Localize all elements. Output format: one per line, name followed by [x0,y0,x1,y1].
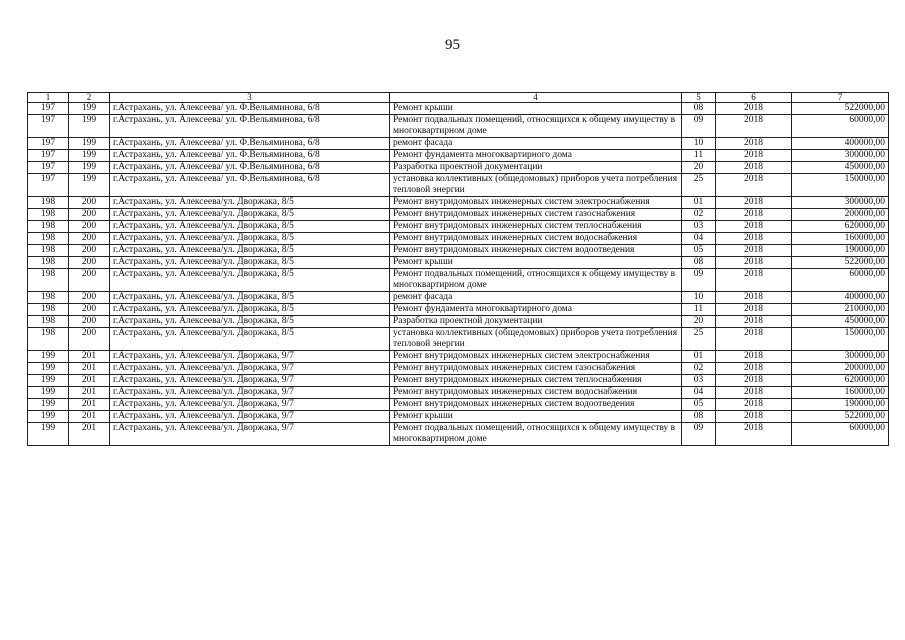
cost-cell: 300000,00 [792,197,889,209]
address-cell: г.Астрахань, ул. Алексеева/ул. Дворжака, 8/5 [110,304,390,316]
row-index-cell: 199 [28,411,69,423]
year-cell: 2018 [716,292,792,304]
work-code-cell: 01 [682,351,716,363]
work-type-cell: установка коллективных (общедомовых) приборов учета потребления тепловой энергии [390,174,682,197]
cost-cell: 450000,00 [792,162,889,174]
work-type-cell: Ремонт крыши [390,257,682,269]
cost-cell: 190000,00 [792,399,889,411]
work-type-cell: Ремонт фундамента многоквартирного дома [390,304,682,316]
work-type-cell: Ремонт внутридомовых инженерных систем водоотведения [390,245,682,257]
row-index-cell: 198 [28,197,69,209]
year-cell: 2018 [716,351,792,363]
address-cell: г.Астрахань, ул. Алексеева/ ул. Ф.Вельяминова, 6/8 [110,115,390,138]
cost-cell: 60000,00 [792,115,889,138]
cost-cell: 450000,00 [792,316,889,328]
work-code-cell: 09 [682,115,716,138]
table-row [28,304,889,316]
cost-cell: 522000,00 [792,257,889,269]
work-type-cell: Ремонт внутридомовых инженерных систем электроснабжения [390,197,682,209]
work-schedule-table [27,92,889,446]
year-cell: 2018 [716,423,792,446]
row-index-cell: 197 [28,138,69,150]
house-number-cell: 200 [69,316,110,328]
table-row [28,411,889,423]
year-cell: 2018 [716,150,792,162]
address-cell: г.Астрахань, ул. Алексеева/ул. Дворжака, 8/5 [110,221,390,233]
table-row [28,150,889,162]
row-index-cell: 198 [28,316,69,328]
house-number-cell: 200 [69,304,110,316]
address-cell: г.Астрахань, ул. Алексеева/ул. Дворжака, 9/7 [110,363,390,375]
house-number-cell: 200 [69,245,110,257]
work-code-cell: 03 [682,375,716,387]
table-row [28,115,889,138]
cost-cell: 200000,00 [792,209,889,221]
address-cell: г.Астрахань, ул. Алексеева/ул. Дворжака, 9/7 [110,423,390,446]
row-index-cell: 198 [28,233,69,245]
work-code-cell: 04 [682,233,716,245]
work-type-cell: ремонт фасада [390,138,682,150]
row-index-cell: 199 [28,351,69,363]
work-code-cell: 05 [682,245,716,257]
house-number-cell: 200 [69,209,110,221]
cost-cell: 300000,00 [792,351,889,363]
work-code-cell: 09 [682,423,716,446]
work-type-cell: Ремонт фундамента многоквартирного дома [390,150,682,162]
year-cell: 2018 [716,387,792,399]
table-row [28,197,889,209]
table-row [28,351,889,363]
house-number-cell: 200 [69,292,110,304]
row-index-cell: 197 [28,150,69,162]
table-row [28,138,889,150]
column-number-cell: 6 [716,93,792,103]
address-cell: г.Астрахань, ул. Алексеева/ул. Дворжака, 8/5 [110,292,390,304]
year-cell: 2018 [716,316,792,328]
work-code-cell: 08 [682,411,716,423]
work-type-cell: Ремонт внутридомовых инженерных систем газоснабжения [390,363,682,375]
cost-cell: 160000,00 [792,387,889,399]
address-cell: г.Астрахань, ул. Алексеева/ ул. Ф.Вельяминова, 6/8 [110,174,390,197]
work-code-cell: 11 [682,150,716,162]
cost-cell: 620000,00 [792,221,889,233]
column-number-cell: 7 [792,93,889,103]
work-code-cell: 03 [682,221,716,233]
work-type-cell: Ремонт внутридомовых инженерных систем теплоснабжения [390,221,682,233]
year-cell: 2018 [716,174,792,197]
cost-cell: 190000,00 [792,245,889,257]
column-number-row [28,93,889,103]
work-code-cell: 10 [682,138,716,150]
table-row [28,103,889,115]
cost-cell: 400000,00 [792,292,889,304]
table-row [28,233,889,245]
address-cell: г.Астрахань, ул. Алексеева/ул. Дворжака, 8/5 [110,328,390,351]
column-number-cell: 4 [390,93,682,103]
row-index-cell: 197 [28,103,69,115]
house-number-cell: 200 [69,328,110,351]
house-number-cell: 199 [69,162,110,174]
address-cell: г.Астрахань, ул. Алексеева/ул. Дворжака, 8/5 [110,269,390,292]
house-number-cell: 201 [69,399,110,411]
work-code-cell: 20 [682,162,716,174]
work-code-cell: 01 [682,197,716,209]
house-number-cell: 200 [69,197,110,209]
house-number-cell: 200 [69,269,110,292]
address-cell: г.Астрахань, ул. Алексеева/ул. Дворжака, 9/7 [110,387,390,399]
cost-cell: 160000,00 [792,233,889,245]
cost-cell: 522000,00 [792,103,889,115]
table-row [28,174,889,197]
table-row [28,375,889,387]
work-type-cell: Ремонт внутридомовых инженерных систем газоснабжения [390,209,682,221]
work-code-cell: 08 [682,257,716,269]
row-index-cell: 199 [28,363,69,375]
house-number-cell: 201 [69,375,110,387]
row-index-cell: 197 [28,115,69,138]
row-index-cell: 198 [28,292,69,304]
table-row [28,387,889,399]
house-number-cell: 199 [69,138,110,150]
address-cell: г.Астрахань, ул. Алексеева/ул. Дворжака, 9/7 [110,351,390,363]
house-number-cell: 200 [69,233,110,245]
row-index-cell: 199 [28,387,69,399]
house-number-cell: 199 [69,150,110,162]
address-cell: г.Астрахань, ул. Алексеева/ ул. Ф.Вельяминова, 6/8 [110,103,390,115]
work-type-cell: Ремонт подвальных помещений, относящихся к общему имуществу в многоквартирном доме [390,423,682,446]
work-code-cell: 09 [682,269,716,292]
work-type-cell: Ремонт внутридомовых инженерных систем теплоснабжения [390,375,682,387]
work-type-cell: Ремонт крыши [390,103,682,115]
work-type-cell: Разработка проектной документации [390,316,682,328]
address-cell: г.Астрахань, ул. Алексеева/ул. Дворжака, 8/5 [110,197,390,209]
work-code-cell: 20 [682,316,716,328]
address-cell: г.Астрахань, ул. Алексеева/ул. Дворжака, 9/7 [110,399,390,411]
table-row [28,257,889,269]
year-cell: 2018 [716,209,792,221]
address-cell: г.Астрахань, ул. Алексеева/ул. Дворжака, 9/7 [110,411,390,423]
year-cell: 2018 [716,162,792,174]
table-row [28,221,889,233]
work-type-cell: установка коллективных (общедомовых) приборов учета потребления тепловой энергии [390,328,682,351]
work-type-cell: Ремонт внутридомовых инженерных систем электроснабжения [390,351,682,363]
work-type-cell: Ремонт внутридомовых инженерных систем водоснабжения [390,233,682,245]
work-code-cell: 02 [682,209,716,221]
address-cell: г.Астрахань, ул. Алексеева/ул. Дворжака, 9/7 [110,375,390,387]
year-cell: 2018 [716,411,792,423]
work-type-cell: Разработка проектной документации [390,162,682,174]
table-row [28,316,889,328]
address-cell: г.Астрахань, ул. Алексеева/ул. Дворжака, 8/5 [110,245,390,257]
column-number-cell: 3 [110,93,390,103]
house-number-cell: 199 [69,115,110,138]
row-index-cell: 197 [28,174,69,197]
cost-cell: 60000,00 [792,423,889,446]
address-cell: г.Астрахань, ул. Алексеева/ул. Дворжака, 8/5 [110,316,390,328]
row-index-cell: 197 [28,162,69,174]
work-type-cell: Ремонт подвальных помещений, относящихся к общему имуществу в многоквартирном доме [390,269,682,292]
cost-cell: 522000,00 [792,411,889,423]
work-code-cell: 02 [682,363,716,375]
year-cell: 2018 [716,138,792,150]
year-cell: 2018 [716,363,792,375]
work-type-cell: Ремонт внутридомовых инженерных систем водоснабжения [390,387,682,399]
work-type-cell: Ремонт подвальных помещений, относящихся к общему имуществу в многоквартирном доме [390,115,682,138]
cost-cell: 620000,00 [792,375,889,387]
table-row [28,209,889,221]
work-code-cell: 04 [682,387,716,399]
work-code-cell: 25 [682,174,716,197]
table-body [28,93,889,446]
cost-cell: 210000,00 [792,304,889,316]
table-row [28,363,889,375]
year-cell: 2018 [716,221,792,233]
house-number-cell: 201 [69,363,110,375]
year-cell: 2018 [716,257,792,269]
table-row [28,399,889,411]
year-cell: 2018 [716,197,792,209]
year-cell: 2018 [716,269,792,292]
table-row [28,162,889,174]
work-code-cell: 11 [682,304,716,316]
table-row [28,292,889,304]
row-index-cell: 199 [28,423,69,446]
year-cell: 2018 [716,375,792,387]
year-cell: 2018 [716,328,792,351]
row-index-cell: 198 [28,328,69,351]
year-cell: 2018 [716,233,792,245]
table-row [28,245,889,257]
row-index-cell: 198 [28,257,69,269]
address-cell: г.Астрахань, ул. Алексеева/ул. Дворжака, 8/5 [110,209,390,221]
table-row [28,328,889,351]
row-index-cell: 198 [28,245,69,257]
house-number-cell: 200 [69,221,110,233]
cost-cell: 400000,00 [792,138,889,150]
row-index-cell: 199 [28,399,69,411]
address-cell: г.Астрахань, ул. Алексеева/ул. Дворжака, 8/5 [110,233,390,245]
house-number-cell: 199 [69,103,110,115]
house-number-cell: 201 [69,351,110,363]
column-number-cell: 5 [682,93,716,103]
column-number-cell: 2 [69,93,110,103]
house-number-cell: 201 [69,387,110,399]
table-row [28,269,889,292]
row-index-cell: 198 [28,269,69,292]
row-index-cell: 198 [28,304,69,316]
cost-cell: 300000,00 [792,150,889,162]
work-type-cell: ремонт фасада [390,292,682,304]
year-cell: 2018 [716,304,792,316]
year-cell: 2018 [716,115,792,138]
cost-cell: 200000,00 [792,363,889,375]
address-cell: г.Астрахань, ул. Алексеева/ ул. Ф.Вельяминова, 6/8 [110,162,390,174]
address-cell: г.Астрахань, ул. Алексеева/ ул. Ф.Вельяминова, 6/8 [110,150,390,162]
work-type-cell: Ремонт внутридомовых инженерных систем водоотведения [390,399,682,411]
house-number-cell: 201 [69,411,110,423]
table-row [28,423,889,446]
year-cell: 2018 [716,399,792,411]
page-number: 95 [445,37,460,53]
row-index-cell: 198 [28,221,69,233]
cost-cell: 150000,00 [792,174,889,197]
house-number-cell: 200 [69,257,110,269]
year-cell: 2018 [716,103,792,115]
year-cell: 2018 [716,245,792,257]
work-code-cell: 05 [682,399,716,411]
house-number-cell: 201 [69,423,110,446]
work-code-cell: 25 [682,328,716,351]
work-code-cell: 10 [682,292,716,304]
work-type-cell: Ремонт крыши [390,411,682,423]
cost-cell: 60000,00 [792,269,889,292]
address-cell: г.Астрахань, ул. Алексеева/ул. Дворжака, 8/5 [110,257,390,269]
work-code-cell: 08 [682,103,716,115]
cost-cell: 150000,00 [792,328,889,351]
row-index-cell: 198 [28,209,69,221]
house-number-cell: 199 [69,174,110,197]
address-cell: г.Астрахань, ул. Алексеева/ ул. Ф.Вельяминова, 6/8 [110,138,390,150]
column-number-cell: 1 [28,93,69,103]
row-index-cell: 199 [28,375,69,387]
